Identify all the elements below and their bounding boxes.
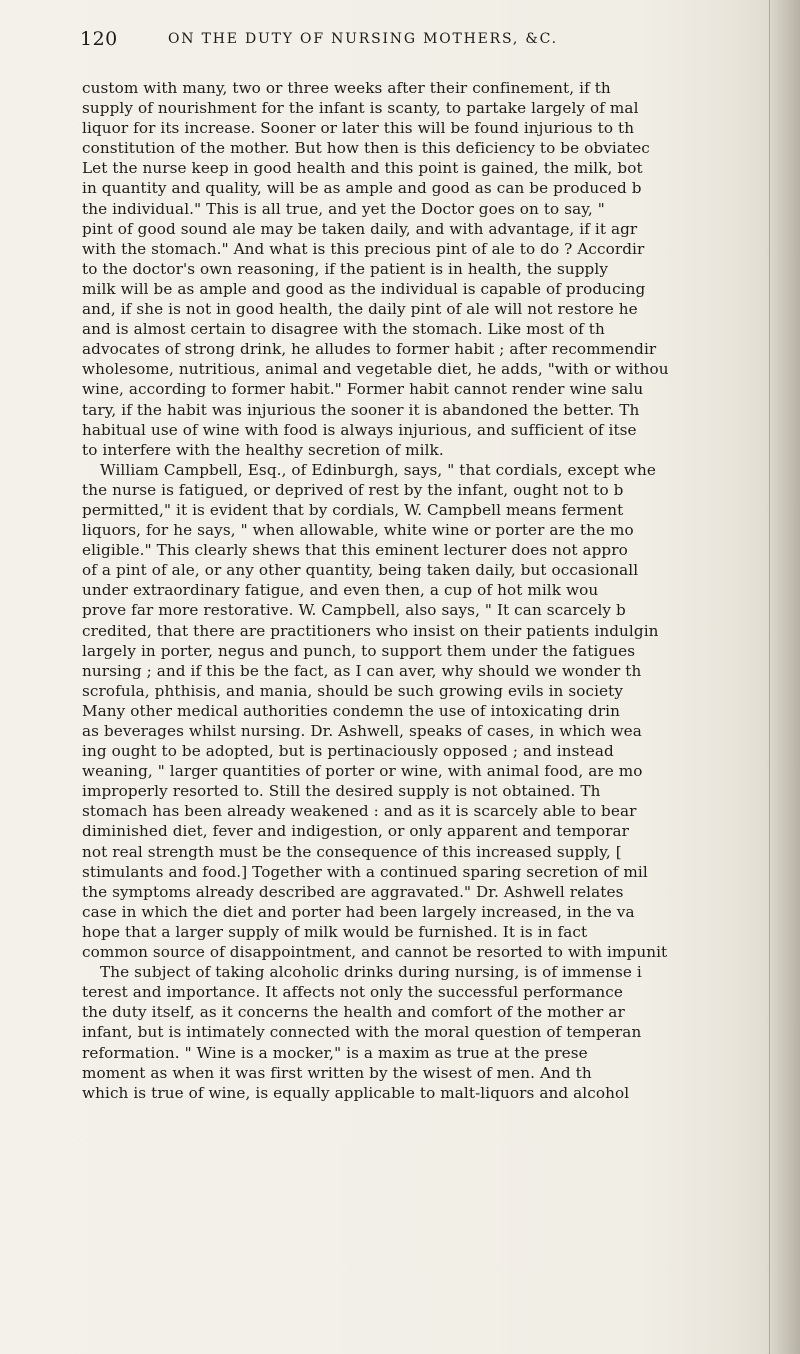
text-line: constitution of the mother. But how then is this deficiency to be obviatec <box>82 139 650 158</box>
text-line: scrofula, phthisis, and mania, should be such growing evils in society <box>82 681 624 700</box>
text-line: Let the nurse keep in good health and this point is gained, the milk, bot <box>82 159 643 178</box>
page-header <box>80 28 720 58</box>
text-line: under extraordinary fatigue, and even then, a cup of hot milk wou <box>82 581 599 600</box>
text-line: the symptoms already described are aggravated." Dr. Ashwell relates <box>82 882 624 901</box>
text-line: the individual." This is all true, and yet the Doctor goes on to say, " <box>82 199 605 218</box>
text-line: the nurse is fatigued, or deprived of rest by the infant, ought not to b <box>82 480 624 499</box>
text-line: nursing ; and if this be the fact, as I can aver, why should we wonder th <box>82 661 642 680</box>
text-line: and is almost certain to disagree with the stomach. Like most of th <box>82 320 605 339</box>
text-line: liquors, for he says, " when allowable, white wine or porter are the mo <box>82 521 634 540</box>
text-line: credited, that there are practitioners who insist on their patients indulgin <box>82 621 659 640</box>
text-line: tary, if the habit was injurious the sooner it is abandoned the better. Th <box>82 400 640 419</box>
text-line: case in which the diet and porter had been largely increased, in the va <box>82 902 635 921</box>
paragraph-start-line: William Campbell, Esq., of Edinburgh, says, " that cordials, except whe <box>100 460 656 479</box>
text-line: stimulants and food.] Together with a continued sparing secretion of mil <box>82 862 648 881</box>
text-line: moment as when it was first written by the wisest of men. And th <box>82 1063 592 1082</box>
text-line: largely in porter, negus and punch, to support them under the fatigues <box>82 641 636 660</box>
text-line: the duty itself, as it concerns the health and comfort of the mother ar <box>82 1003 625 1022</box>
page-number: 120 <box>80 28 118 50</box>
text-line: ing ought to be adopted, but is pertinaciously opposed ; and instead <box>82 742 614 761</box>
text-line: pint of good sound ale may be taken daily, and with advantage, if it agr <box>82 219 638 238</box>
body-text <box>82 78 772 1103</box>
text-line: liquor for its increase. Sooner or later this will be found injurious to th <box>82 119 635 138</box>
text-line: weaning, " larger quantities of porter or wine, with animal food, are mo <box>82 762 643 781</box>
text-line: hope that a larger supply of milk would be furnished. It is in fact <box>82 922 588 941</box>
text-line: common source of disappointment, and cannot be resorted to with impunit <box>82 943 668 962</box>
text-line: in quantity and quality, will be as ample and good as can be produced b <box>82 179 642 198</box>
text-line: habitual use of wine with food is always injurious, and sufficient of itse <box>82 420 637 439</box>
paragraph-start-line: The subject of taking alcoholic drinks during nursing, is of immense i <box>100 963 642 982</box>
text-line: which is true of wine, is equally applicable to malt-liquors and alcohol <box>82 1083 630 1102</box>
text-line: supply of nourishment for the infant is scanty, to partake largely of mal <box>82 99 639 118</box>
text-line: eligible." This clearly shews that this eminent lecturer does not appro <box>82 541 628 560</box>
text-line: infant, but is intimately connected with the moral question of temperan <box>82 1023 642 1042</box>
text-line: improperly resorted to. Still the desired supply is not obtained. Th <box>82 782 601 801</box>
text-line: reformation. " Wine is a mocker," is a maxim as true at the prese <box>82 1043 588 1062</box>
text-line: as beverages whilst nursing. Dr. Ashwell, speaks of cases, in which wea <box>82 722 642 740</box>
text-line: terest and importance. It affects not only the successful performance <box>82 983 623 1002</box>
text-line: wholesome, nutritious, animal and vegetable diet, he adds, "with or withou <box>82 360 669 379</box>
text-line: milk will be as ample and good as the individual is capable of producing <box>82 279 646 298</box>
text-line: prove far more restorative. W. Campbell, also says, " It can scarcely b <box>82 601 626 620</box>
text-line: wine, according to former habit." Former habit cannot render wine salu <box>82 380 644 399</box>
text-line: custom with many, two or three weeks after their confinement, if th <box>82 79 611 97</box>
text-line: to interfere with the healthy secretion of milk. <box>82 440 444 459</box>
text-line: of a pint of ale, or any other quantity, being taken daily, but occasionall <box>82 561 639 580</box>
text-line: Many other medical authorities condemn the use of intoxicating drin <box>82 701 620 720</box>
running-head: ON THE DUTY OF NURSING MOTHERS, &C. <box>168 31 558 47</box>
text-line: and, if she is not in good health, the daily pint of ale will not restore he <box>82 300 638 319</box>
text-line: diminished diet, fever and indigestion, or only apparent and temporar <box>82 822 629 841</box>
text-line: with the stomach." And what is this precious pint of ale to do ? Accordir <box>82 239 645 258</box>
binding-shadow <box>766 0 800 1354</box>
text-line: permitted," it is evident that by cordials, W. Campbell means ferment <box>82 500 624 519</box>
text-line: advocates of strong drink, he alludes to former habit ; after recommendir <box>82 340 657 359</box>
text-line: stomach has been already weakened : and as it is scarcely able to bear <box>82 802 637 821</box>
text-line: to the doctor's own reasoning, if the patient is in health, the supply <box>82 259 609 278</box>
text-line: not real strength must be the consequence of this increased supply, [ <box>82 842 622 861</box>
